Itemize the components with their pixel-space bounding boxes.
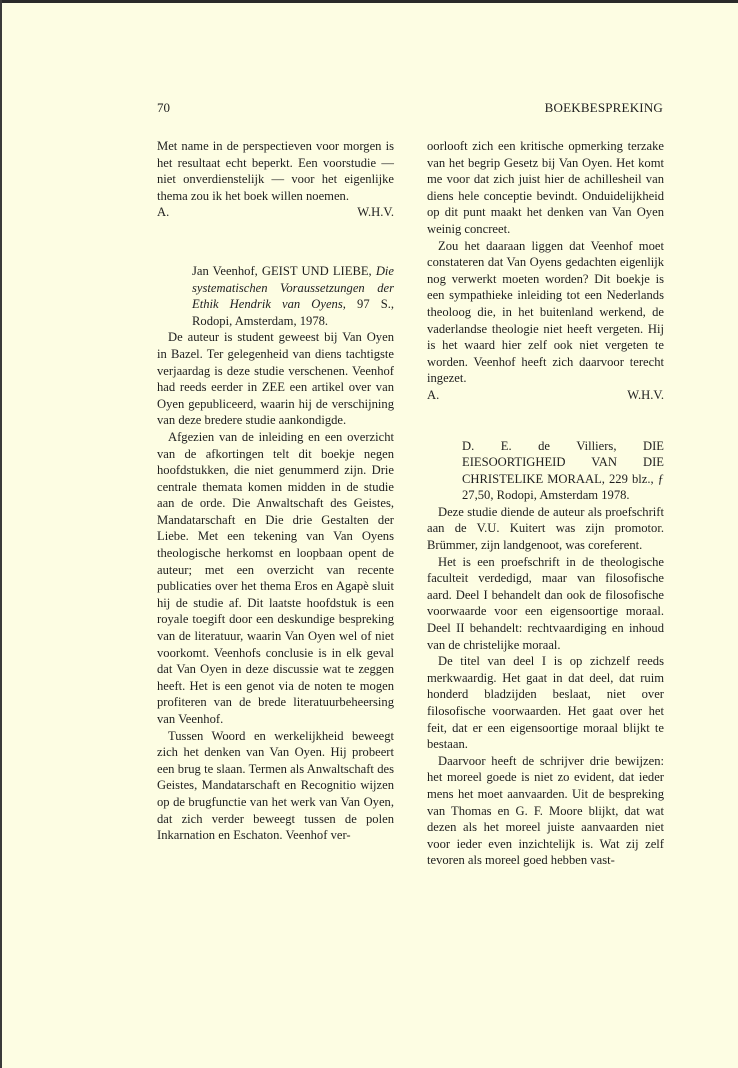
signature-initial: A. bbox=[427, 387, 440, 402]
review-signature bbox=[427, 387, 664, 404]
paragraph: Tussen Woord en werkelijkheid beweegt zich het denken van Van Oyen. Hij probeert een brug te slaan. Termen als Anwaltschaft des Geistes, Mandatarschaft en Recognitio wijzen op de brugfunctie van het werk van Van Oyen, dat zich verder beweegt tussen de polen Inkarnation en Eschaton. Veenhof ver- bbox=[157, 728, 394, 843]
page-header bbox=[157, 100, 663, 118]
book-publication: 97 S., Rodopi, Amsterdam, 1978. bbox=[192, 297, 394, 328]
book-author-title: Jan Veenhof, GEIST UND LIEBE, bbox=[192, 263, 372, 278]
signature-reviewer: W.H.V. bbox=[357, 205, 394, 220]
paragraph: Daarvoor heeft de schrijver drie bewijzen: het moreel goede is niet zo evident, dat ieder mens het moet aanvaarden. Uit de bespreking van Thomas en G. F. Moore blijkt, dat wat dezen als het moreel juiste aanvaarden niet voor ieder even inzichtelijk is. Wat zij zelf tevoren als moreel goed hebben vast- bbox=[427, 753, 664, 868]
paragraph: Zou het daaraan liggen dat Veenhof moet constateren dat Van Oyens gedachten eigenlijk nog verwerkt moeten worden? Dit boekje is een sympathieke inleiding tot een Nederlands theoloog die, in het buitenland werkend, de vaderlandse theologie niet heeft vergeten. Hij is het waard hier zelf ook niet vergeten te worden. Veenhof heeft zich daarvoor terecht ingezet. bbox=[427, 238, 664, 386]
page-number: 70 bbox=[157, 100, 170, 115]
review-signature bbox=[157, 204, 394, 221]
book-reference bbox=[192, 263, 394, 329]
running-title: BOEKBESPREKING bbox=[544, 100, 663, 115]
paragraph: De titel van deel I is op zichzelf reeds merkwaardig. Het gaat in dat deel, dat ruim honderd bladzijden beslaat, niet over filosofische voorwaarden. Het gaat over het feit, dat er een eigensoortige moraal blijkt te bestaan. bbox=[427, 654, 664, 752]
paragraph: Met name in de perspectieven voor morgen is het resultaat echt beperkt. Een voorstudie — niet onverdienstelijk — voor het eigenlijke thema zou ik het boek willen noemen. bbox=[157, 139, 394, 203]
paragraph: De auteur is student geweest bij Van Oyen in Bazel. Ter gelegenheid van diens tachtigste verjaardag is deze studie verschenen. Veenhof had reeds eerder in ZEE een artikel over van Oyen gepubliceerd, waarin hij de verschijning van deze bredere studie aankondigde. bbox=[157, 330, 394, 428]
signature-initial: A. bbox=[157, 205, 170, 220]
paragraph: Het is een proefschrift in de theologische faculteit verdedigd, maar van filosofische aard. Deel I behandelt dan ook de filosofische voorwaarde voor een eigensoortige moraal. Deel II behandelt: rechtvaardiging en inhoud van de christelijke moraal. bbox=[427, 554, 664, 652]
signature-reviewer: W.H.V. bbox=[627, 387, 664, 402]
book-subtitle: Die systematischen Voraussetzungen der Ethik Hendrik van Oyens, bbox=[192, 263, 394, 312]
scan-border-left bbox=[0, 0, 2, 1068]
scan-border-top bbox=[0, 0, 738, 3]
left-column bbox=[157, 138, 394, 844]
right-column bbox=[427, 138, 664, 869]
paragraph: oorlooft zich een kritische opmerking terzake van het begrip Gesetz bij Van Oyen. Het komt me voor dat zich juist hier de achillesheil van diens hele conceptie bevindt. Onduidelijkheid op dit punt maakt het denken van Van Oyen weinig concreet. bbox=[427, 139, 664, 236]
paragraph: Deze studie diende de auteur als proefschrift aan de V.U. Kuitert was zijn promotor. Brümmer, zijn landgenoot, was coreferent. bbox=[427, 504, 664, 553]
paragraph: Afgezien van de inleiding en een overzicht van de afkortingen telt dit boekje negen hoofdstukken, die niet genummerd zijn. Drie centrale themata komen midden in de studie aan de orde. Die Anwaltschaft des Geistes, Mandatarschaft en Die drie Gestalten der Liebe. Met een tekening van Van Oyens theologische herkomst en loopbaan opent de auteur; met een overzicht van recente publicaties over het thema Eros en Agapè sluit hij de studie af. Dit laatste hoofdstuk is een royale toegift door een deskundige bespreking van de literatuur, waarin Van Oyen wel of niet voorkomt. Veenhofs conclusie is in elk geval dat Van Oyen in deze discussie wat te zeggen heeft. Het is een genot via de noten te mogen profiteren van de brede literatuurbeheersing van Veenhof. bbox=[157, 429, 394, 726]
book-reference: D. E. de Villiers, DIE EIESOORTIGHEID VAN DIE CHRISTELIKE MORAAL, 229 blz., ƒ 27,50, Rodopi, Amsterdam 1978. bbox=[462, 438, 664, 503]
